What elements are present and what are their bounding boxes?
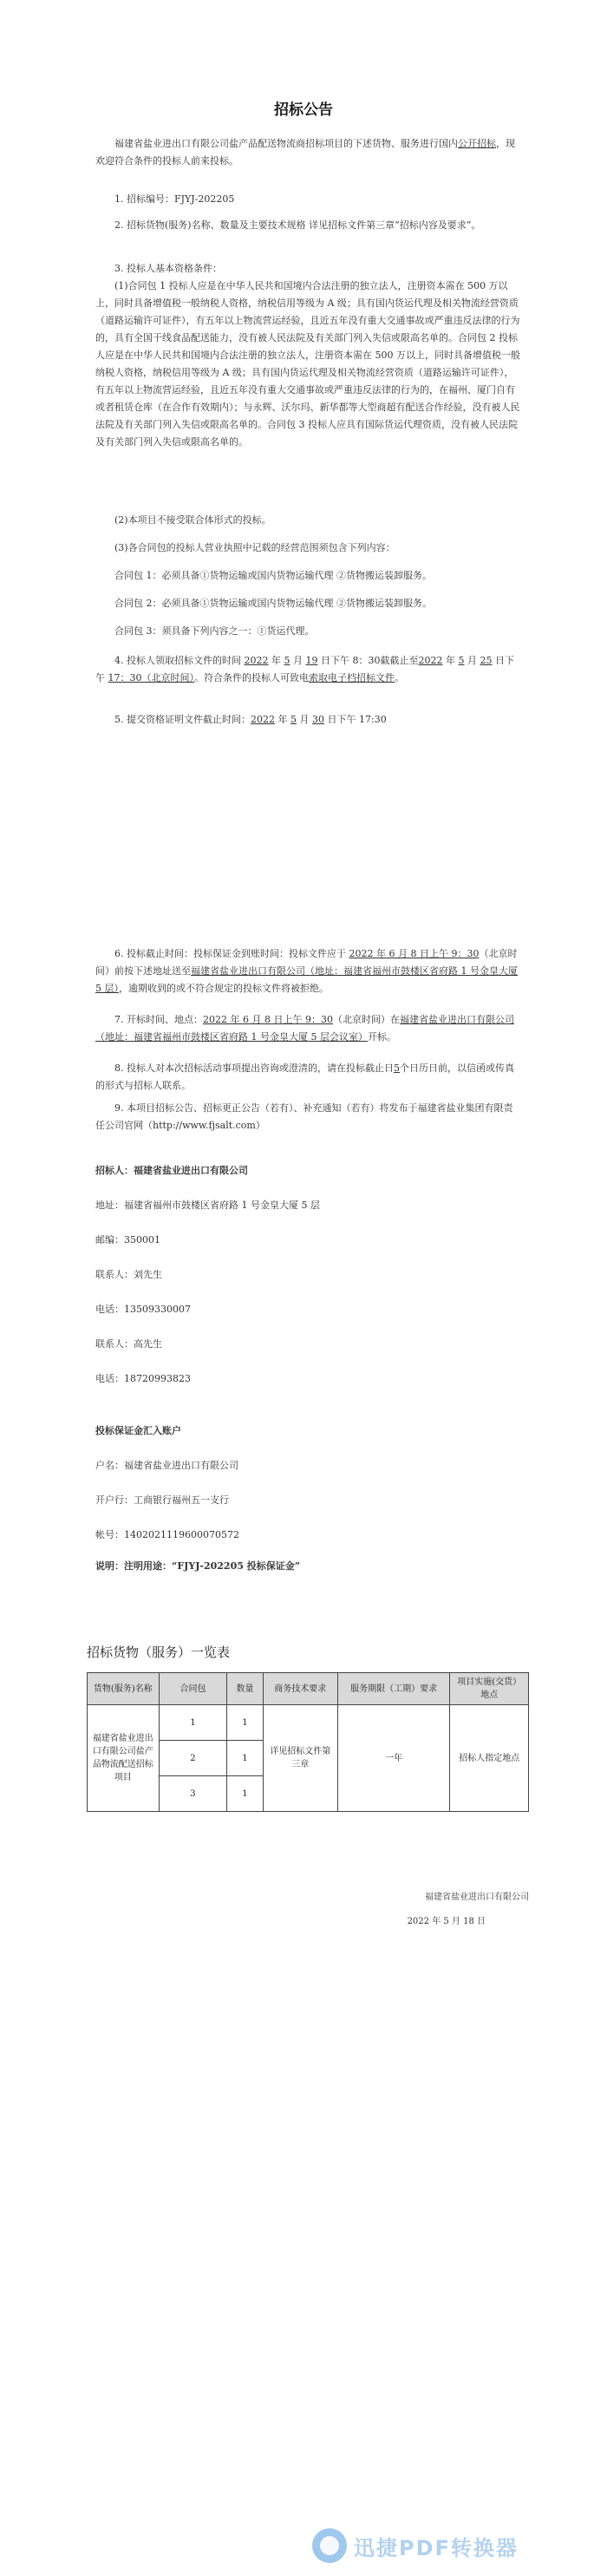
publication-note: 9. 本项目招标公告、招标更正公告（若有）、补充通知（若有）将发布于福建省盐业集团有限责任公司官网（http://www.fjsalt.com）: [95, 1102, 513, 1131]
request-document-link[interactable]: 索取电子档招标文件: [309, 672, 395, 683]
zip-code: 邮编：350001: [95, 1234, 160, 1246]
converter-logo-icon: [312, 2528, 347, 2563]
package-3-scope: 合同包 3：须具备下列内容之一：①货运代理。: [114, 625, 315, 637]
document-collection-time: 4. 投标人领取招标文件的时间 2022 年 5 月 19 日下午 8：30截截止至2022 年 5 月 25 日下午 17：30（北京时间）。符合条件的投标人可致电索取电子档招标文件。: [95, 655, 514, 683]
signature-company: 福建省盐业进出口有限公司: [425, 1893, 529, 1902]
watermark-text: 迅捷PDF转换器: [354, 2535, 519, 2560]
contact-phone-2: 电话：18720993823: [95, 1373, 191, 1384]
open-tender-link[interactable]: 公开招标: [458, 138, 496, 149]
table-row: [88, 1705, 529, 1741]
col-header-name: 货物(服务)名称: [88, 1673, 160, 1705]
account-bank: 开户行：工商银行福州五一支行: [95, 1494, 229, 1506]
contact-person-1: 联系人：刘先生: [95, 1269, 162, 1280]
col-header-quantity: 数量: [227, 1673, 263, 1705]
package-1-scope: 合同包 1：必须具备①货物运输或国内货物运输代理 ②货物搬运装卸服务。: [114, 570, 432, 581]
tender-number: 1. 招标编号：FJYJ-202205: [114, 193, 235, 205]
location-cell: 招标人指定地点: [450, 1705, 529, 1812]
deposit-note: 说明：注明用途：“FJYJ-202205 投标保证金”: [95, 1560, 301, 1572]
spec-cell: 详见招标文件第三章: [263, 1705, 337, 1812]
page-title: 招标公告: [274, 101, 333, 119]
qualification-heading: 3. 投标人基本资格条件：: [114, 263, 222, 274]
qualification-package-requirements: (1)合同包 1 投标人应是在中华人民共和国境内合法注册的独立法人，注册资本需在 500 万以上，同时具备增值税一般纳税人资格，纳税信用等级为 A 级；具有国内货运代理及相关物流经营资质（道路运输许可证件），有五年以上物流营运经验，且近五年没有重大交通事故或严重违反法律的行为的，具有全国干线食品配送能力，没有被人民法院及有关部门列入失信或限高名单的。合同包 2 投标人应是在中华人民共和国境内合法注册的独立法人，注册资本需在 500 万以上，同时具备增值税一般纳税人资格，纳税信用等级为 A 级；具有国内货运代理及相关物流经营资质（道路运输许可证件），有五年以上物流营运经验，且近五年没有重大交通事故或严重违反法律的行为的，在福州、厦门自有或者租赁仓库（在合作有效期内）；与永辉、沃尔玛、新华都等大型商超有配送合作经验，没有被人民法院及有关部门列入失信或限高名单的。合同包 3 投标人应具有国际货运代理资质，没有被人民法院及有关部门列入失信或限高名单的。: [95, 280, 520, 448]
intro-paragraph: 福建省盐业进出口有限公司盐产品配送物流商招标项目的下述货物、服务进行国内公开招标，现欢迎符合条件的投标人前来投标。: [95, 138, 515, 167]
no-consortium-note: (2)本项目不接受联合体形式的投标。: [114, 514, 271, 526]
package-2-scope: 合同包 2：必须具备①货物运输或国内货物运输代理 ②货物搬运装卸服务。: [114, 598, 432, 609]
watermark: [312, 2524, 598, 2567]
signature-date: 2022 年 5 月 18 日: [407, 1917, 486, 1926]
bid-deadline: 6. 投标截止时间：投标保证金到账时间：投标文件应于 2022 年 6 月 8 日上午 9：30（北京时间）前按下述地址送至福建省盐业进出口有限公司（地址：福建省福州市鼓楼区省府路 1 号金皇大厦 5 层），逾期收到的或不符合规定的投标文件将被拒绝。: [95, 948, 518, 994]
goods-table: [87, 1672, 529, 1812]
period-cell: 一年: [337, 1705, 450, 1812]
tenderer-address: 地址：福建省福州市鼓楼区省府路 1 号金皇大厦 5 层: [95, 1200, 320, 1211]
quantity-cell: 1: [227, 1705, 263, 1741]
package-cell: 1: [159, 1705, 227, 1741]
contact-person-2: 联系人：高先生: [95, 1338, 162, 1350]
inquiry-note: 8. 投标人对本次招标活动事项提出咨询或澄清的，请在投标截止日5个日历日前，以信函或传真的形式与招标人联系。: [95, 1062, 514, 1091]
col-header-period: 服务期限（工期）要求: [337, 1673, 450, 1705]
col-header-package: 合同包: [159, 1673, 227, 1705]
col-header-spec: 商务技术要求: [263, 1673, 337, 1705]
quantity-cell: 1: [227, 1741, 263, 1776]
goods-spec-paragraph: 2. 招标货物(服务)名称、数量及主要技术规格 详见招标文件第三章“招标内容及要求”。: [114, 219, 481, 231]
contact-phone-1: 电话：13509330007: [95, 1304, 191, 1315]
qualification-deadline: 5. 提交资格证明文件截止时间：2022 年 5 月 30 日下午 17:30: [114, 714, 387, 725]
goods-name-cell: 福建省盐业进出口有限公司盐产品物流配送招标项目: [88, 1705, 160, 1812]
col-header-location: 项目实施(交货）地点: [450, 1673, 529, 1705]
package-cell: 3: [159, 1776, 227, 1812]
tenderer-name: 招标人：福建省盐业进出口有限公司: [95, 1165, 248, 1176]
account-holder: 户名：福建省盐业进出口有限公司: [95, 1460, 238, 1471]
goods-table-title: 招标货物（服务）一览表: [87, 1644, 231, 1660]
business-scope-heading: (3)各合同包的投标人营业执照中记载的经营范围须包含下列内容：: [114, 542, 395, 553]
quantity-cell: 1: [227, 1776, 263, 1812]
deposit-account-heading: 投标保证金汇入账户: [95, 1425, 181, 1436]
account-number: 帐号：1402021119600070572: [95, 1529, 239, 1540]
bid-opening-time: 7. 开标时间、地点：2022 年 6 月 8 日上午 9：30（北京时间）在福建省盐业进出口有限公司（地址：福建省福州市鼓楼区省府路 1 号金皇大厦 5 层会议室）开标。: [95, 1014, 514, 1043]
package-cell: 2: [159, 1741, 227, 1776]
